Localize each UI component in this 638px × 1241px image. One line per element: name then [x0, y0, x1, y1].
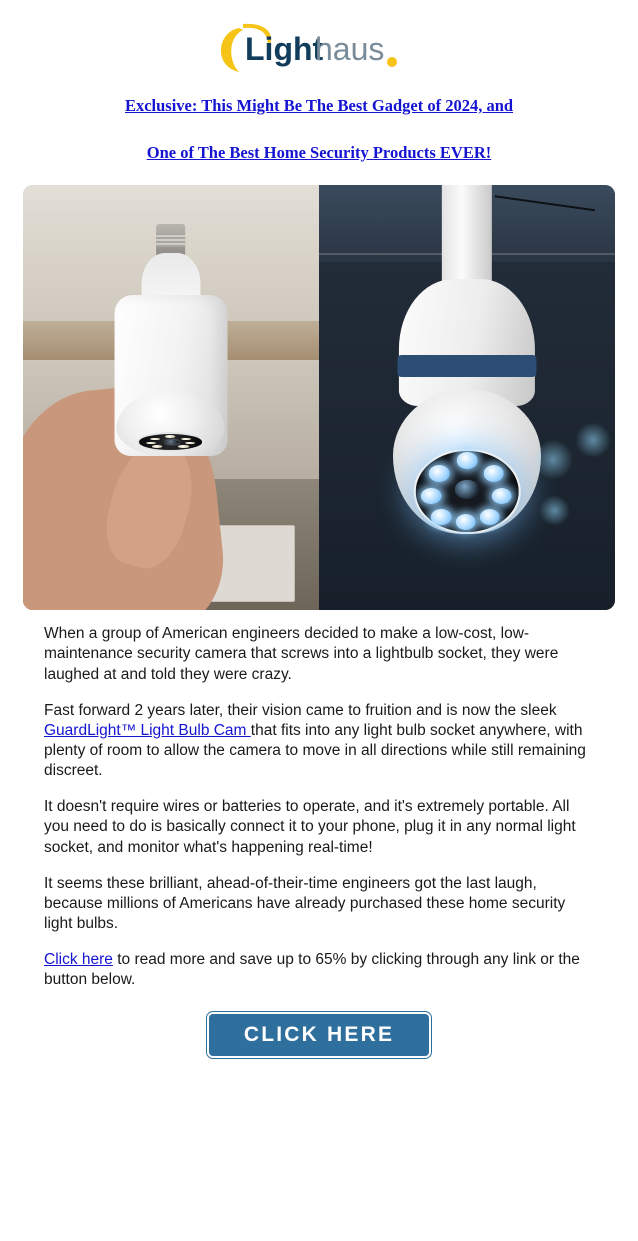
- headline-line-2[interactable]: [22, 143, 616, 164]
- led-icon: [492, 488, 513, 504]
- led-icon: [146, 442, 156, 444]
- light-glow: [574, 423, 612, 457]
- bulb-camera-product: [115, 224, 227, 547]
- cta-section: [22, 1012, 616, 1058]
- product-link[interactable]: GuardLight™ Light Bulb Cam: [44, 721, 251, 739]
- camera-lens-icon: [455, 480, 480, 499]
- led-icon: [457, 452, 478, 468]
- camera-lens-icon: [165, 440, 179, 443]
- svg-text:haus: haus: [315, 31, 385, 67]
- hero-image-right: [319, 185, 615, 610]
- led-icon: [431, 509, 452, 525]
- click-here-link[interactable]: Click here: [44, 951, 113, 969]
- led-icon: [165, 435, 175, 437]
- mounted-camera-band: [397, 355, 536, 376]
- led-icon: [185, 442, 195, 444]
- led-icon: [421, 488, 442, 504]
- hero-image[interactable]: [23, 185, 615, 610]
- led-icon: [483, 465, 504, 481]
- light-glow: [538, 496, 571, 526]
- headline-line-2-text: One of The Best Home Security Products EVER!: [146, 142, 492, 162]
- article-body: [22, 610, 616, 990]
- logo-header: [22, 0, 616, 80]
- bulb-body: [115, 295, 227, 457]
- lighthaus-logo-svg: [209, 18, 429, 80]
- led-icon: [429, 465, 450, 481]
- paragraph-4: It seems these brilliant, ahead-of-their-time engineers got the last laugh, because millions of Americans have already purchased these home security light bulbs.: [44, 874, 566, 932]
- led-icon: [152, 445, 162, 447]
- paragraph-2: [44, 701, 594, 782]
- paragraph-1: When a group of American engineers decided to make a low-cost, low-maintenance security camera that screws into a lightbulb socket, they were laughed at and told they were crazy.: [44, 625, 559, 683]
- headline-line-1[interactable]: [22, 96, 616, 117]
- led-icon: [456, 514, 477, 530]
- bulb-screw-base-icon: [156, 224, 185, 256]
- lighthaus-logo[interactable]: [209, 18, 429, 80]
- paragraph-5-after: to read more and save up to 65% by clicking through any link or the button below.: [44, 951, 580, 989]
- hero-image-left: [23, 185, 319, 610]
- led-icon: [479, 509, 500, 525]
- paragraph-5: [44, 950, 594, 990]
- led-icon: [179, 445, 189, 447]
- paragraph-2-before: Fast forward 2 years later, their vision came to fruition and is now the sleek: [44, 701, 557, 719]
- bulb-dome: [117, 391, 225, 456]
- headline-line-1-text: Exclusive: This Might Be The Best Gadget of 2024, and: [124, 96, 514, 115]
- paragraph-2-after: that fits into any light bulb socket anywhere, with plenty of room to allow the camera to move in all directions while still remaining discreet.: [44, 721, 586, 780]
- led-icon: [150, 438, 160, 440]
- mounted-camera-body: [399, 279, 535, 407]
- led-icon: [181, 438, 191, 440]
- click-here-button[interactable]: CLICK HERE: [207, 1012, 431, 1058]
- mounted-camera-lens-assembly: [414, 449, 521, 534]
- paragraph-3: It doesn't require wires or batteries to operate, and it's extremely portable. All you need to do is basically connect it to your phone, plug it in any normal light socket, and monitor what's happening real-time!: [44, 798, 576, 856]
- page-title: [22, 80, 616, 163]
- light-glow: [532, 440, 573, 478]
- camera-lens-assembly: [138, 432, 205, 451]
- svg-text:Light: Light: [245, 31, 324, 67]
